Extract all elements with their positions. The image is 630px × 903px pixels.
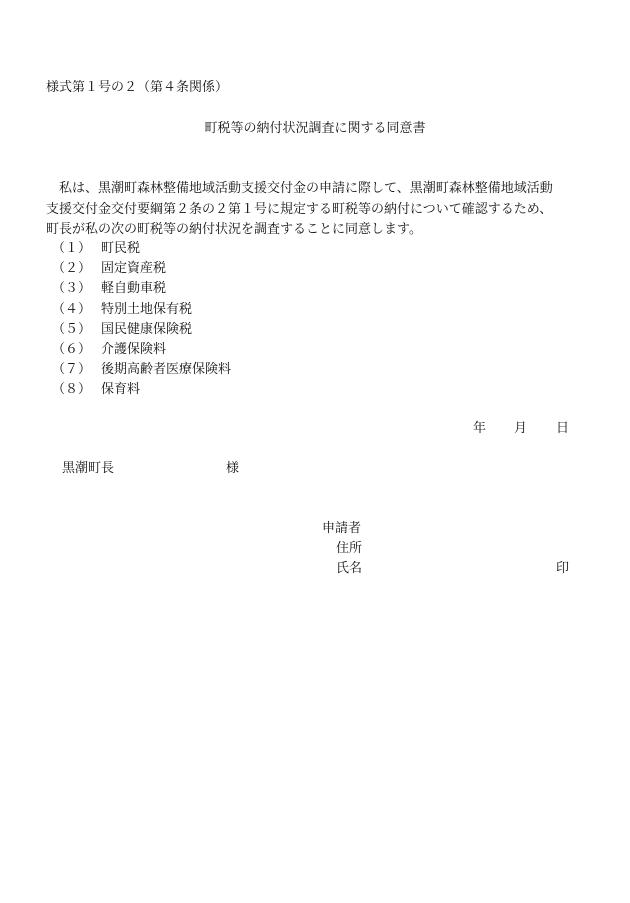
consent-paragraph	[46, 179, 586, 241]
item-number: （８）	[52, 382, 92, 398]
item-name: 軽自動車税	[101, 281, 167, 297]
seal-mark: 印	[556, 561, 570, 576]
item-number: （７）	[52, 362, 92, 378]
name-label: 氏名	[336, 561, 363, 576]
form-number: 様式第１号の２（第４条関係）	[46, 80, 229, 95]
date-year-label: 年	[473, 421, 487, 436]
item-name: 国民健康保険税	[101, 321, 193, 337]
date-day-label: 日	[556, 421, 570, 436]
item-name: 特別土地保有税	[101, 301, 193, 317]
item-name: 町民税	[101, 241, 141, 256]
item-name: 保育料	[101, 382, 141, 398]
item-number: （２）	[52, 261, 92, 277]
document-title: 町税等の納付状況調査に関する同意書	[204, 121, 426, 136]
body-line-2: 支援交付金交付要綱第２条の２第１号に規定する町税等の納付について確認するため、	[46, 201, 553, 217]
address-label: 住所	[336, 541, 363, 556]
item-number: （１）	[52, 241, 92, 256]
date-month-label: 月	[514, 421, 528, 436]
item-name: 固定資産税	[101, 261, 167, 277]
item-number: （４）	[52, 301, 92, 317]
item-number: （３）	[52, 281, 92, 297]
addressee: 黒潮町長	[62, 461, 115, 476]
applicant-label: 申請者	[322, 521, 362, 536]
item-name: 介護保険料	[101, 341, 167, 357]
item-number: （５）	[52, 321, 92, 337]
body-line-1: 私は、黒潮町森林整備地域活動支援交付金の申請に際して、黒潮町森林整備地域活動	[46, 181, 553, 196]
honorific: 様	[226, 461, 240, 476]
item-name: 後期高齢者医療保険料	[101, 362, 232, 378]
item-number: （６）	[52, 341, 92, 357]
body-line-3: 町長が私の次の町税等の納付状況を調査することに同意します。	[46, 222, 422, 237]
